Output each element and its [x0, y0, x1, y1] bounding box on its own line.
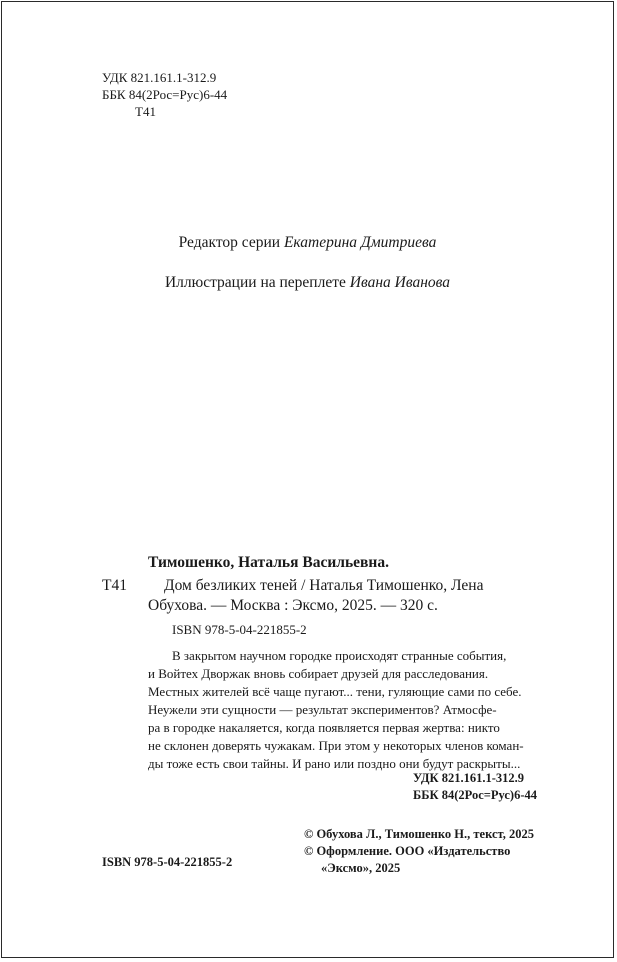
- imprint-page: [1, 1, 614, 958]
- catalog-isbn: ISBN 978-5-04-221855-2: [172, 622, 307, 637]
- top-bbk: ББК 84(2Рос=Рус)6-44: [102, 87, 228, 102]
- editor-label: Редактор серии: [178, 234, 281, 251]
- title-line-1: Дом безликих теней / Наталья Тимошенко, Лена: [164, 577, 484, 594]
- catalog-code: Т41: [102, 577, 127, 594]
- annotation-line: ды тоже есть свои тайны. И рано или поздно они будут раскрыты...: [148, 756, 521, 771]
- editor-credit: [2, 234, 613, 252]
- copyright-line-2: © Оформление. ООО «Издательство: [304, 844, 511, 858]
- top-classification: [102, 69, 227, 120]
- copyright-line-1: © Обухова Л., Тимошенко Н., текст, 2025: [304, 827, 534, 841]
- annotation-line: Местных жителей всё чаще пугают... тени, гуляющие сами по себе.: [148, 684, 522, 699]
- annotation-line: В закрытом научном городке происходят странные события,: [172, 648, 507, 663]
- illustrations-label: Иллюстрации на переплете: [164, 274, 346, 291]
- illustrations-credit: [2, 274, 613, 292]
- title-line-2: Обухова. — Москва : Эксмо, 2025. — 320 с.: [148, 597, 438, 614]
- bottom-classification: [413, 770, 537, 804]
- copyright-block: [304, 826, 534, 877]
- editor-name: Екатерина Дмитриева: [283, 234, 437, 251]
- annotation-line: не склонен доверять чужакам. При этом у некоторых членов коман-: [148, 738, 524, 753]
- bottom-udk: УДК 821.161.1-312.9: [413, 771, 524, 785]
- annotation-line: и Войтех Дворжак вновь собирает друзей для расследования.: [148, 666, 489, 681]
- footer-isbn: ISBN 978-5-04-221855-2: [102, 855, 233, 869]
- annotation: [148, 647, 524, 773]
- top-code: Т41: [135, 104, 156, 119]
- top-udk: УДК 821.161.1-312.9: [102, 70, 217, 85]
- bottom-bbk: ББК 84(2Рос=Рус)6-44: [413, 788, 537, 802]
- annotation-line: Неужели эти сущности — результат экспериментов? Атмосфе-: [148, 702, 497, 717]
- copyright-line-3: «Эксмо», 2025: [321, 861, 401, 875]
- author-heading: Тимошенко, Наталья Васильевна.: [148, 554, 389, 571]
- annotation-line: ра в городке накаляется, когда появляется первая жертва: никто: [148, 720, 500, 735]
- illustrations-name: Ивана Иванова: [349, 274, 451, 291]
